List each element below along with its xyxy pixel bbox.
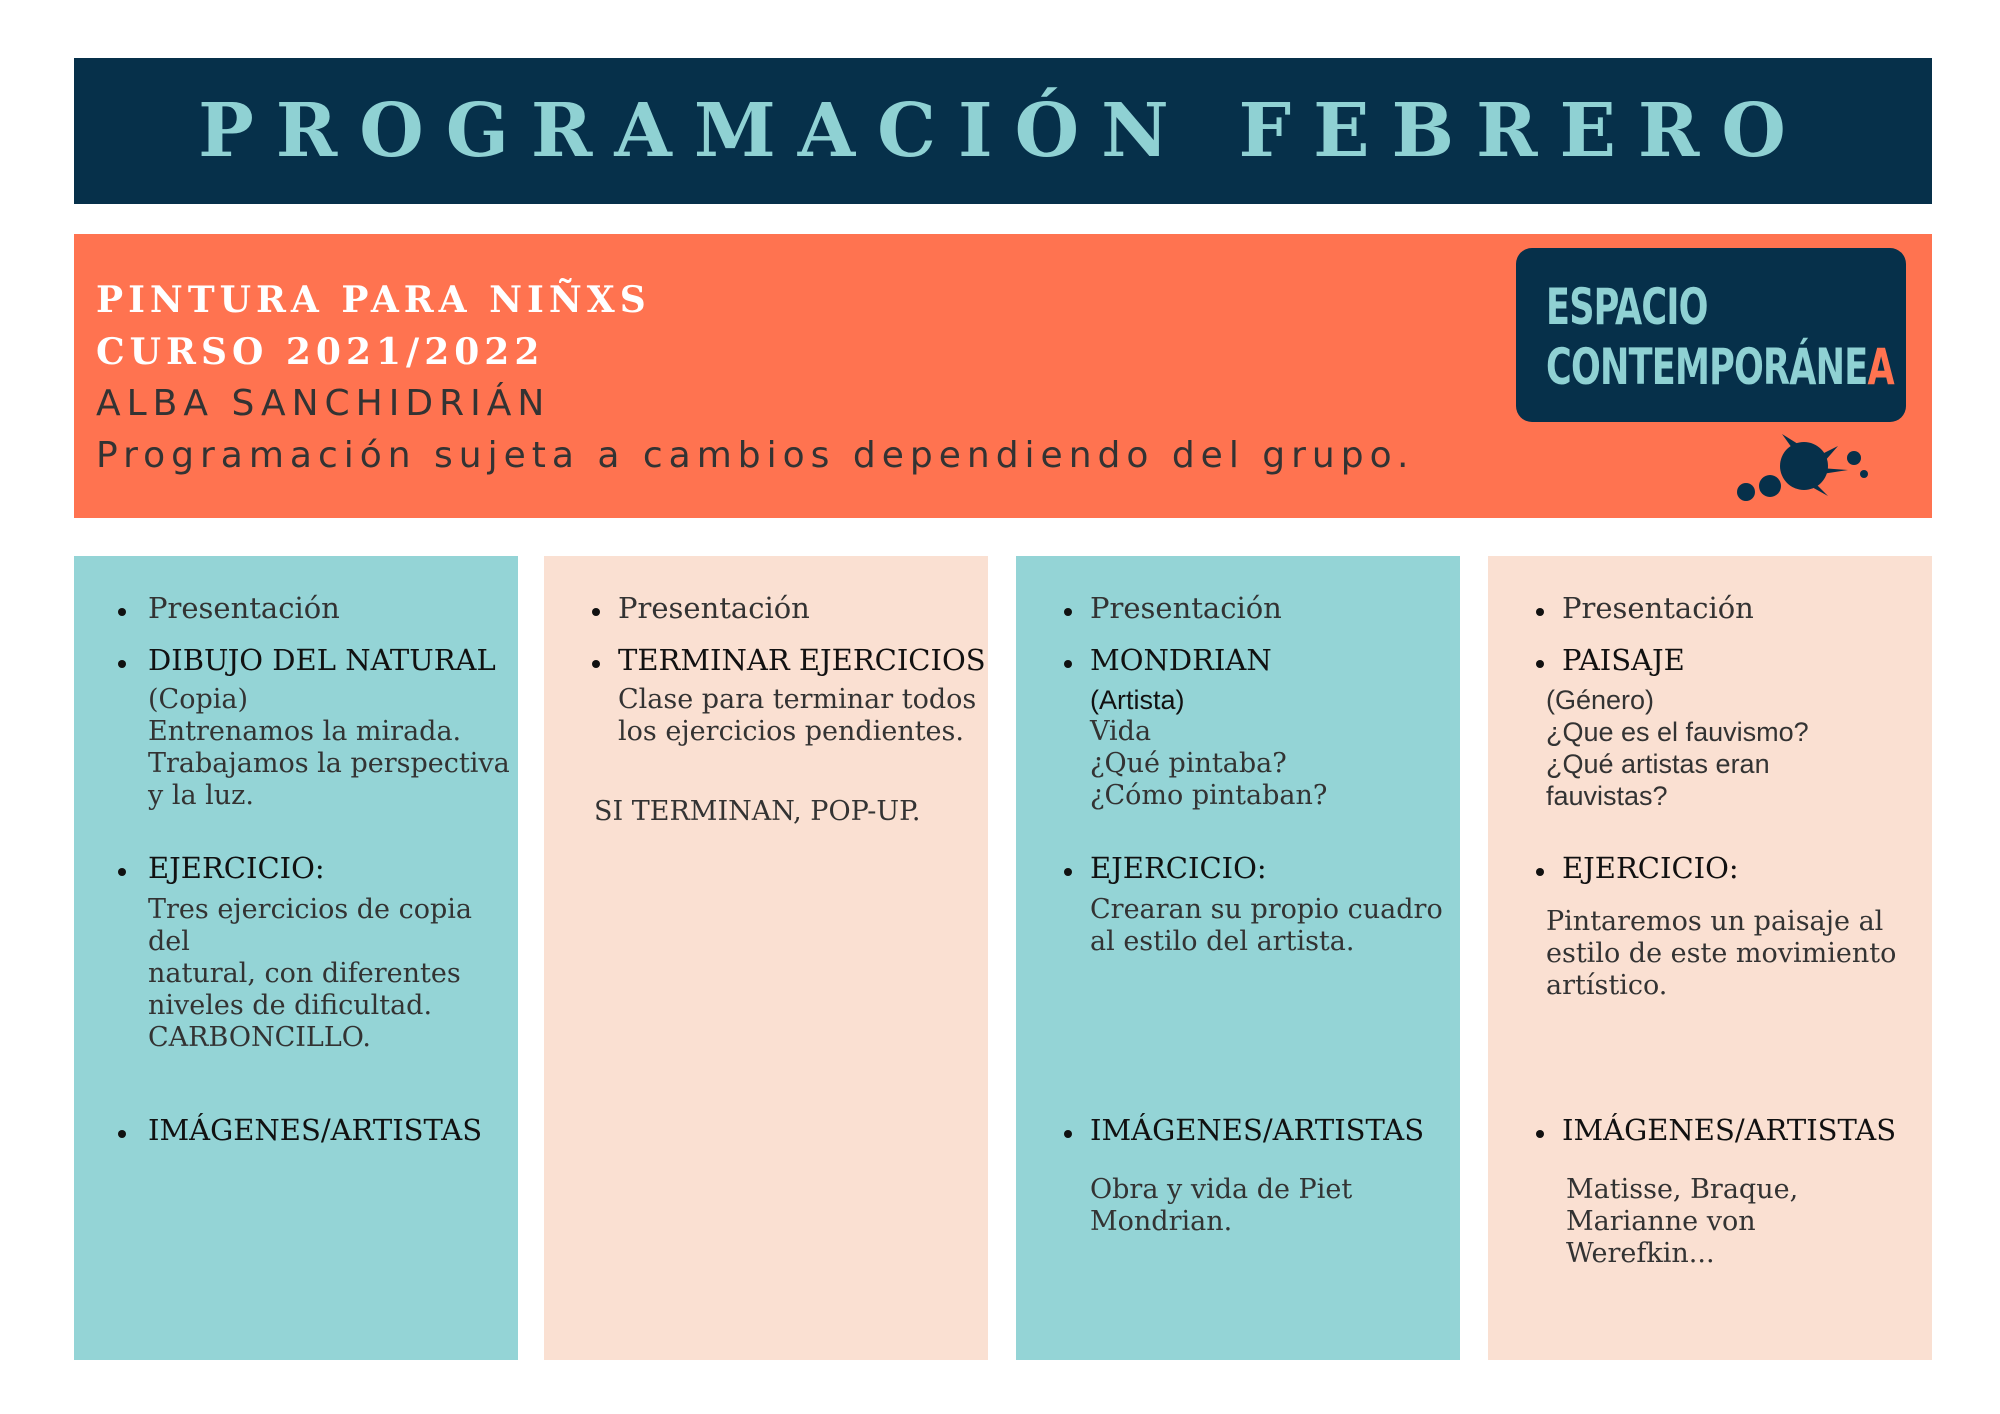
bullet bbox=[1064, 1130, 1072, 1138]
bullet bbox=[1536, 868, 1544, 876]
bullet bbox=[592, 660, 600, 668]
bullet bbox=[118, 1130, 126, 1138]
bullet bbox=[1064, 868, 1072, 876]
exercise-label: EJERCICIO: bbox=[148, 851, 325, 885]
week-column-3 bbox=[1016, 556, 1460, 1360]
title-bar bbox=[74, 58, 1932, 204]
course-name: PINTURA PARA NIÑXS bbox=[96, 279, 651, 321]
teacher-name: ALBA SANCHIDRIÁN bbox=[96, 383, 551, 424]
week-column-4 bbox=[1488, 556, 1932, 1360]
topic-description: Clase para terminar todos los ejercicios pendientes. bbox=[618, 684, 977, 747]
schedule-note: Programación sujeta a cambios dependiendo del grupo. bbox=[96, 435, 1415, 476]
topic-subtitle: (Artista) bbox=[1090, 685, 1185, 715]
course-year: CURSO 2021/2022 bbox=[96, 331, 545, 373]
exercise-description: Crearan su propio cuadro al estilo del artista. bbox=[1090, 894, 1443, 957]
logo-word-2 bbox=[1546, 338, 1894, 396]
bullet bbox=[1536, 608, 1544, 616]
exercise-description: Tres ejercicios de copia del natural, con diferentes niveles de dificultad. CARBONCILLO. bbox=[148, 894, 473, 1053]
topic-description: (Copia) Entrenamos la mirada. Trabajamos la perspectiva y la luz. bbox=[148, 684, 510, 811]
logo-word-2-main: CONTEMPORÁNE bbox=[1546, 338, 1868, 396]
images-artists-label: IMÁGENES/ARTISTAS bbox=[1090, 1113, 1425, 1147]
bullet bbox=[1536, 1130, 1544, 1138]
bullet bbox=[1536, 660, 1544, 668]
images-artists-label: IMÁGENES/ARTISTAS bbox=[1562, 1113, 1897, 1147]
bullet bbox=[592, 608, 600, 616]
topic-title: DIBUJO DEL NATURAL bbox=[148, 643, 496, 677]
logo-accent-letter: A bbox=[1867, 338, 1894, 396]
logo-word-1: ESPACIO bbox=[1546, 278, 1708, 336]
week-column-1 bbox=[74, 556, 518, 1360]
week-column-2 bbox=[544, 556, 988, 1360]
course-info bbox=[96, 274, 1414, 482]
exercise-label: EJERCICIO: bbox=[1562, 851, 1739, 885]
topic-description: (Género) ¿Que es el fauvismo? ¿Qué artistas eran fauvistas? bbox=[1546, 685, 1809, 811]
presentation-label: Presentación bbox=[618, 591, 810, 625]
images-artists-description: Matisse, Braque, Marianne von Werefkin... bbox=[1566, 1174, 1799, 1269]
topic-title: MONDRIAN bbox=[1090, 643, 1272, 677]
presentation-label: Presentación bbox=[148, 591, 340, 625]
exercise-description: Pintaremos un paisaje al estilo de este movimiento artístico. bbox=[1546, 906, 1897, 1001]
page-title: PROGRAMACIÓN FEBRERO bbox=[198, 88, 1808, 174]
topic-title: TERMINAR EJERCICIOS bbox=[618, 643, 986, 677]
bullet bbox=[1064, 608, 1072, 616]
bullet bbox=[118, 660, 126, 668]
topic-description: Vida ¿Qué pintaba? ¿Cómo pintaban? bbox=[1090, 716, 1328, 811]
espacio-contemporanea-logo bbox=[1516, 248, 1906, 422]
topic-title: PAISAJE bbox=[1562, 643, 1685, 677]
extra-note: SI TERMINAN, POP-UP. bbox=[594, 796, 921, 827]
presentation-label: Presentación bbox=[1090, 591, 1282, 625]
exercise-label: EJERCICIO: bbox=[1090, 851, 1267, 885]
bullet bbox=[118, 608, 126, 616]
bullet bbox=[118, 868, 126, 876]
ink-splash-icon bbox=[1642, 416, 1942, 516]
images-artists-label: IMÁGENES/ARTISTAS bbox=[148, 1113, 483, 1147]
images-artists-description: Obra y vida de Piet Mondrian. bbox=[1090, 1174, 1353, 1237]
presentation-label: Presentación bbox=[1562, 591, 1754, 625]
bullet bbox=[1064, 660, 1072, 668]
info-band bbox=[74, 234, 1932, 518]
